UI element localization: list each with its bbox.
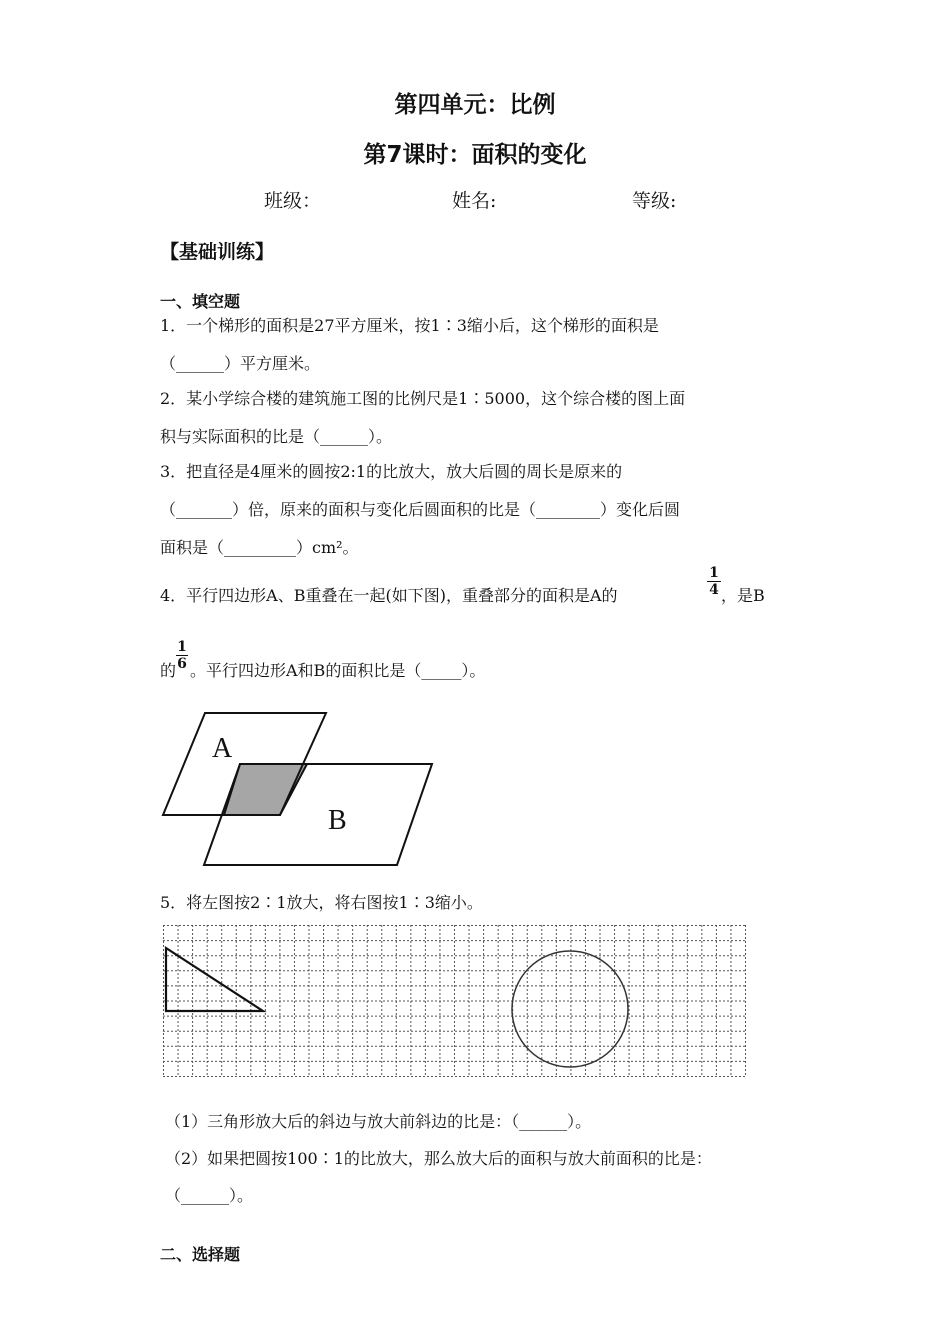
q1-line2: （______）平方厘米。 [160, 354, 321, 373]
q5-sub1: （1）三角形放大后的斜边与放大前斜边的比是：（______）。 [165, 1112, 592, 1131]
q3-line1: 3．把直径是4厘米的圆按2:1的比放大，放大后圆的周长是原来的 [160, 462, 623, 481]
q5-sub2-line1: （2）如果把圆按100∶1的比放大，那么放大后的面积与放大前面积的比是： [165, 1149, 712, 1168]
frac2-numerator: 1 [177, 639, 187, 655]
q4-line1-tail: ，是B [721, 586, 765, 605]
grid-figure [163, 925, 746, 1077]
label-a: A [212, 733, 233, 764]
grade-label: 等级: [632, 190, 677, 212]
q1-line1: 1．一个梯形的面积是27平方厘米，按1∶3缩小后，这个梯形的面积是 [160, 316, 659, 335]
right-triangle [166, 948, 263, 1011]
section-basic-training: 【基础训练】 [160, 241, 275, 263]
q4-line1: 4．平行四边形A、B重叠在一起(如下图)，重叠部分的面积是A的 [160, 586, 618, 605]
q2-line2: 积与实际面积的比是（______）。 [160, 427, 393, 446]
circle-shape [512, 951, 628, 1067]
q3-line2: （_______）倍，原来的面积与变化后圆面积的比是（________）变化后圆 [160, 500, 681, 519]
q5-sub2-line2: （______）。 [165, 1186, 254, 1205]
part1-heading: 一、填空题 [160, 292, 241, 311]
q2-line1: 2．某小学综合楼的建筑施工图的比例尺是1∶5000，这个综合楼的图上面 [160, 389, 686, 408]
frac2-denominator: 6 [177, 656, 187, 672]
lesson-title: 第7课时：面积的变化 [363, 142, 587, 168]
q5-line1: 5．将左图按2∶1放大，将右图按1∶3缩小。 [160, 893, 483, 912]
class-label: 班级： [264, 190, 322, 212]
q4-line2-head: 的 [160, 661, 177, 680]
frac1-numerator: 1 [709, 565, 719, 581]
unit-title: 第四单元：比例 [394, 92, 556, 118]
q3-line3: 面积是（_________）cm²。 [160, 538, 359, 557]
frac1-denominator: 4 [709, 582, 719, 598]
q4-line2: 。平行四边形A和B的面积比是（_____）。 [190, 661, 486, 680]
name-label: 姓名: [452, 190, 497, 212]
label-b: B [328, 805, 347, 836]
dotted-grid [163, 925, 746, 1077]
part2-heading: 二、选择题 [160, 1245, 241, 1264]
